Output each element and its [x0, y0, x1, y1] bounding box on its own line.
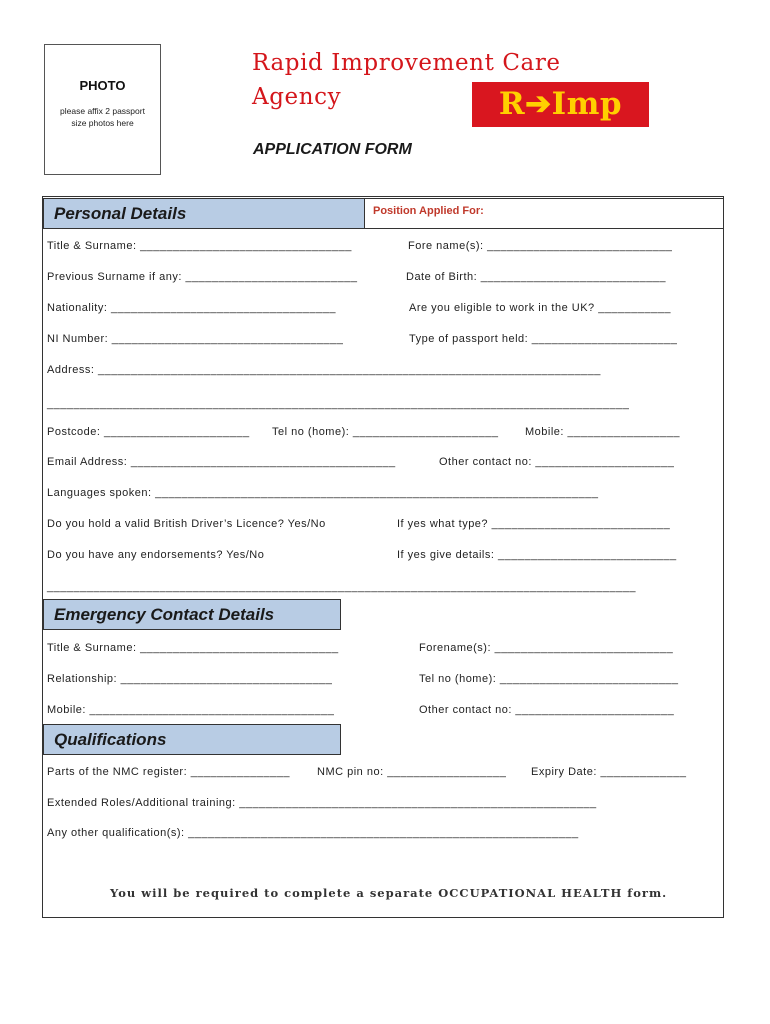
photo-note-line1: please affix 2 passport [60, 106, 145, 116]
nationality-field[interactable]: Nationality: __________________________________ [47, 302, 336, 314]
nmc-register-field[interactable]: Parts of the NMC register: _______________ [47, 766, 290, 778]
previous-surname-field[interactable]: Previous Surname if any: __________________________ [47, 271, 358, 283]
tel-home-field[interactable]: Tel no (home): ______________________ [272, 426, 499, 438]
emergency-relationship-field[interactable]: Relationship: ________________________________ [47, 673, 333, 685]
email-field[interactable]: Email Address: ________________________________________ [47, 456, 396, 468]
emergency-tel-home-field[interactable]: Tel no (home): ___________________________ [419, 673, 679, 685]
driving-licence-question[interactable]: Do you hold a valid British Driver’s Licence? Yes/No [47, 518, 326, 530]
address-line2-field[interactable]: ________________________________________________________________________________________ [47, 398, 630, 410]
ni-number-field[interactable]: NI Number: ___________________________________ [47, 333, 344, 345]
emergency-title-surname-field[interactable]: Title & Surname: ______________________________ [47, 642, 339, 654]
other-contact-field[interactable]: Other contact no: _____________________ [439, 456, 675, 468]
eligible-uk-field[interactable]: Are you eligible to work in the UK? ___________ [409, 302, 671, 314]
section-divider: _________________________________________________________________________________________ [47, 581, 636, 593]
extended-roles-field[interactable]: Extended Roles/Additional training: ______________________________________________________ [47, 797, 597, 809]
emergency-contact-heading: Emergency Contact Details [43, 599, 341, 630]
passport-type-field[interactable]: Type of passport held: ______________________ [409, 333, 678, 345]
fore-names-field[interactable]: Fore name(s): ____________________________ [408, 240, 673, 252]
mobile-field[interactable]: Mobile: _________________ [525, 426, 681, 438]
photo-note-line2: size photos here [71, 118, 134, 128]
photo-note [45, 105, 160, 129]
position-applied-label: Position Applied For: [373, 205, 484, 217]
qualifications-heading: Qualifications [43, 724, 341, 755]
nmc-pin-field[interactable]: NMC pin no: __________________ [317, 766, 507, 778]
form-title: APPLICATION FORM [253, 141, 412, 158]
licence-type-field[interactable]: If yes what type? ___________________________ [397, 518, 671, 530]
photo-title: PHOTO [79, 78, 126, 93]
agency-logo: R➔Imp [472, 82, 649, 127]
title-surname-field[interactable]: Title & Surname: ________________________________ [47, 240, 352, 252]
expiry-date-field[interactable]: Expiry Date: _____________ [531, 766, 687, 778]
photo-placeholder [44, 44, 161, 175]
personal-details-heading: Personal Details [43, 198, 365, 229]
emergency-forenames-field[interactable]: Forename(s): ___________________________ [419, 642, 674, 654]
emergency-other-contact-field[interactable]: Other contact no: ________________________ [419, 704, 675, 716]
address-field[interactable]: Address: ____________________________________________________________________________ [47, 364, 601, 376]
agency-name-line1: Rapid Improvement Care [252, 50, 561, 76]
date-of-birth-field[interactable]: Date of Birth: ____________________________ [406, 271, 667, 283]
agency-name-line2: Agency [252, 84, 342, 110]
other-qualifications-field[interactable]: Any other qualification(s): ___________________________________________________________ [47, 827, 579, 839]
languages-field[interactable]: Languages spoken: ___________________________________________________________________ [47, 487, 599, 499]
postcode-field[interactable]: Postcode: ______________________ [47, 426, 250, 438]
endorsements-question[interactable]: Do you have any endorsements? Yes/No [47, 549, 265, 561]
endorsement-details-field[interactable]: If yes give details: ___________________________ [397, 549, 677, 561]
emergency-mobile-field[interactable]: Mobile: _____________________________________ [47, 704, 335, 716]
position-applied-field[interactable] [364, 198, 724, 229]
occupational-health-note: You will be required to complete a separate OCCUPATIONAL HEALTH form. [110, 886, 668, 900]
